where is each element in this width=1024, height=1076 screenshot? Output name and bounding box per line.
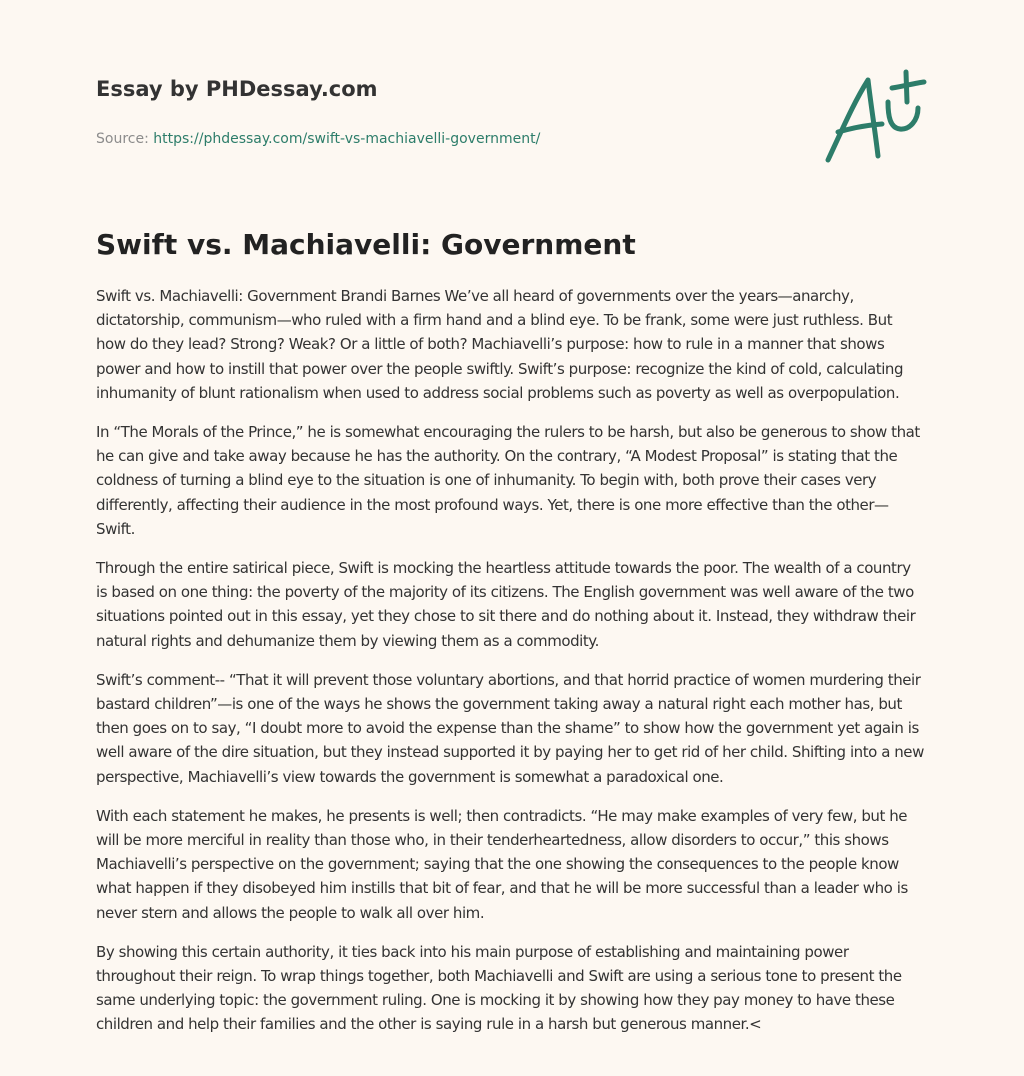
- site-title: Essay by PHDessay.com: [96, 77, 378, 101]
- paragraph: Swift’s comment-- “That it will prevent those voluntary abortions, and that horrid practice of women murdering their bastard children”—is one of the ways he shows the government taking away a natural right each mother has, but then goes on to say, “I doubt more to avoid the expense than the shame” to show how the government yet again is well aware of the dire situation, but they instead supported it by paying her to get rid of her child. Shifting into a new perspective, Machiavelli’s view towards the government is somewhat a paradoxical one.: [96, 670, 924, 786]
- essay-body: [96, 284, 926, 1052]
- paragraph: In “The Morals of the Prince,” he is somewhat encouraging the rulers to be harsh, but also be generous to show that he can give and take away because he has the authority. On the contrary, “A Modest Proposal” is stating that the coldness of turning a blind eye to the situation is one of inhumanity. To begin with, both prove their cases very differently, affecting their audience in the most profound ways. Yet, there is one more effective than the other—Swift.: [96, 423, 920, 538]
- paragraph: With each statement he makes, he presents is well; then contradicts. “He may make examples of very few, but he will be more merciful in reality than those who, in their tenderheartedness, allow disorders to occur,” this shows Machiavelli’s perspective on the government; saying that the one showing the consequences to the people know what happen if they disobeyed him instills that bit of fear, and that he will be more successful than a leader who is never stern and allows the people to walk all over him.: [96, 806, 908, 922]
- paragraph: By showing this certain authority, it ties back into his main purpose of establishing and maintaining power throughout their reign. To wrap things together, both Machiavelli and Swift are using a serious tone to present the same underlying topic: the government ruling. One is mocking it by showing how they pay money to have these children and help their families and the other is saying rule in a harsh but generous manner.<: [96, 942, 902, 1034]
- source-label: Source:: [96, 131, 149, 147]
- source-line: [96, 129, 736, 149]
- a-plus-grade-icon: [818, 68, 930, 164]
- paragraph: Through the entire satirical piece, Swift is mocking the heartless attitude towards the poor. The wealth of a country is based on one thing: the poverty of the majority of its citizens. The English government was well aware of the two situations pointed out in this essay, yet they chose to sit there and do nothing about it. Instead, they withdraw their natural rights and dehumanize them by viewing them as a commodity.: [96, 559, 916, 650]
- header: [96, 74, 736, 149]
- essay-title: Swift vs. Machiavelli: Government: [96, 228, 636, 261]
- source-link[interactable]: https://phdessay.com/swift-vs-machiavelli-government/: [153, 131, 541, 147]
- paragraph: Swift vs. Machiavelli: Government Brandi Barnes We’ve all heard of governments over the years—anarchy, dictatorship, communism—who ruled with a firm hand and a blind eye. To be frank, some were just ruthless. But how do they lead? Strong? Weak? Or a little of both? Machiavelli’s purpose: how to rule in a manner that shows power and how to instill that power over the people swiftly. Swift’s purpose: recognize the kind of cold, calculating inhumanity of blunt rationalism when used to address social problems such as poverty as well as overpopulation.: [96, 287, 904, 402]
